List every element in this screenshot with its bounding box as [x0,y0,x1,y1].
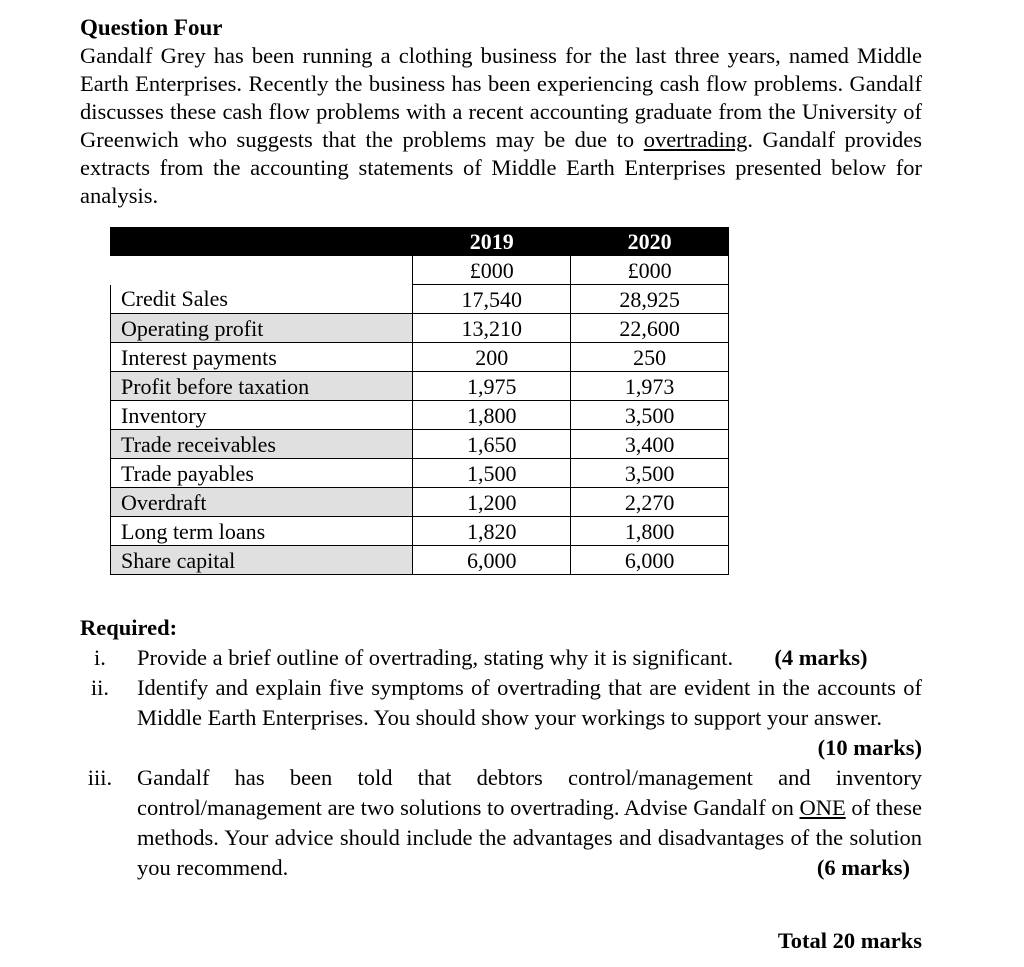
row-label: Profit before taxation [111,372,413,401]
row-value-2020: 22,600 [571,314,729,343]
intro-text-1: Gandalf Grey has been running a clothing business for the last three years, named Middle Earth Enterprises. Recently the business has been experiencing cash flow problems. Gandalf discusses these cash flow problems with a recent accounting graduate from the University of Greenwich who suggests that the problems may be due to [80,43,922,152]
required-item-i [80,643,922,673]
table-row [111,430,729,459]
item-numeral: ii. [90,675,110,700]
item-text: Provide a brief outline of overtrading, stating why it is significant. [137,645,734,670]
item-numeral: iii. [87,765,113,790]
required-section [80,613,922,883]
table-row [111,343,729,372]
table-row [111,459,729,488]
table-row [111,372,729,401]
item-text: Identify and explain five symptoms of overtrading that are evident in the accounts of Middle Earth Enterprises. You should show your workings to support your answer. [137,675,922,730]
total-marks: Total 20 marks [777,928,922,953]
item-marks: (6 marks) [816,855,910,880]
row-label: Trade receivables [111,430,413,459]
units-blank-cell [111,256,413,285]
row-value-2020: 6,000 [571,546,729,575]
row-label: Interest payments [111,343,413,372]
row-value-2019: 6,000 [413,546,571,575]
required-item-iii [80,763,922,883]
units-2019: £000 [413,256,571,285]
row-value-2019: 17,540 [413,285,571,314]
row-value-2020: 28,925 [571,285,729,314]
question-section [80,14,922,210]
intro-text-2: . Gandalf provides extracts from the accounting statements of Middle Earth Enterprises presented below for analysis. [80,127,922,208]
table-row [111,488,729,517]
item-text-1: Gandalf has been told that debtors control/management and inventory control/management are two solutions to overtrading. Advise Gandalf on [137,765,922,820]
intro-underlined-term: overtrading [643,127,748,152]
table-units-row [111,256,729,285]
table-row [111,401,729,430]
header-blank-cell [111,227,413,256]
row-label: Operating profit [111,314,413,343]
row-value-2020: 1,800 [571,517,729,546]
item-marks: (10 marks) [817,735,922,760]
item-underlined-one: ONE [799,795,846,820]
row-label: Trade payables [111,459,413,488]
row-label: Inventory [111,401,413,430]
required-title: Required: [80,615,178,640]
row-value-2019: 13,210 [413,314,571,343]
row-value-2020: 3,500 [571,401,729,430]
item-numeral: i. [94,645,106,670]
row-value-2020: 250 [571,343,729,372]
table-header-row [111,227,729,256]
financial-table-wrapper [110,227,730,575]
row-label: Credit Sales [111,285,413,314]
row-value-2019: 1,800 [413,401,571,430]
row-label: Overdraft [111,488,413,517]
row-value-2019: 1,975 [413,372,571,401]
table-row [111,546,729,575]
table-row [111,285,729,314]
row-value-2020: 1,973 [571,372,729,401]
header-year-2019: 2019 [413,227,571,256]
units-2020: £000 [571,256,729,285]
table-row [111,314,729,343]
table-row [111,517,729,546]
row-value-2019: 1,820 [413,517,571,546]
row-value-2019: 1,500 [413,459,571,488]
question-title: Question Four [80,15,223,40]
question-intro [80,42,922,210]
item-marks: (4 marks) [774,645,868,670]
row-value-2019: 200 [413,343,571,372]
header-year-2020: 2020 [571,227,729,256]
row-value-2019: 1,650 [413,430,571,459]
row-label: Long term loans [111,517,413,546]
financial-table [110,227,729,575]
row-value-2020: 2,270 [571,488,729,517]
row-label: Share capital [111,546,413,575]
row-value-2019: 1,200 [413,488,571,517]
row-value-2020: 3,500 [571,459,729,488]
item-text-2: of these methods. Your advice should include the advantages and disadvantages of the solution you recommend. [137,795,922,880]
required-item-ii [80,673,922,763]
row-value-2020: 3,400 [571,430,729,459]
